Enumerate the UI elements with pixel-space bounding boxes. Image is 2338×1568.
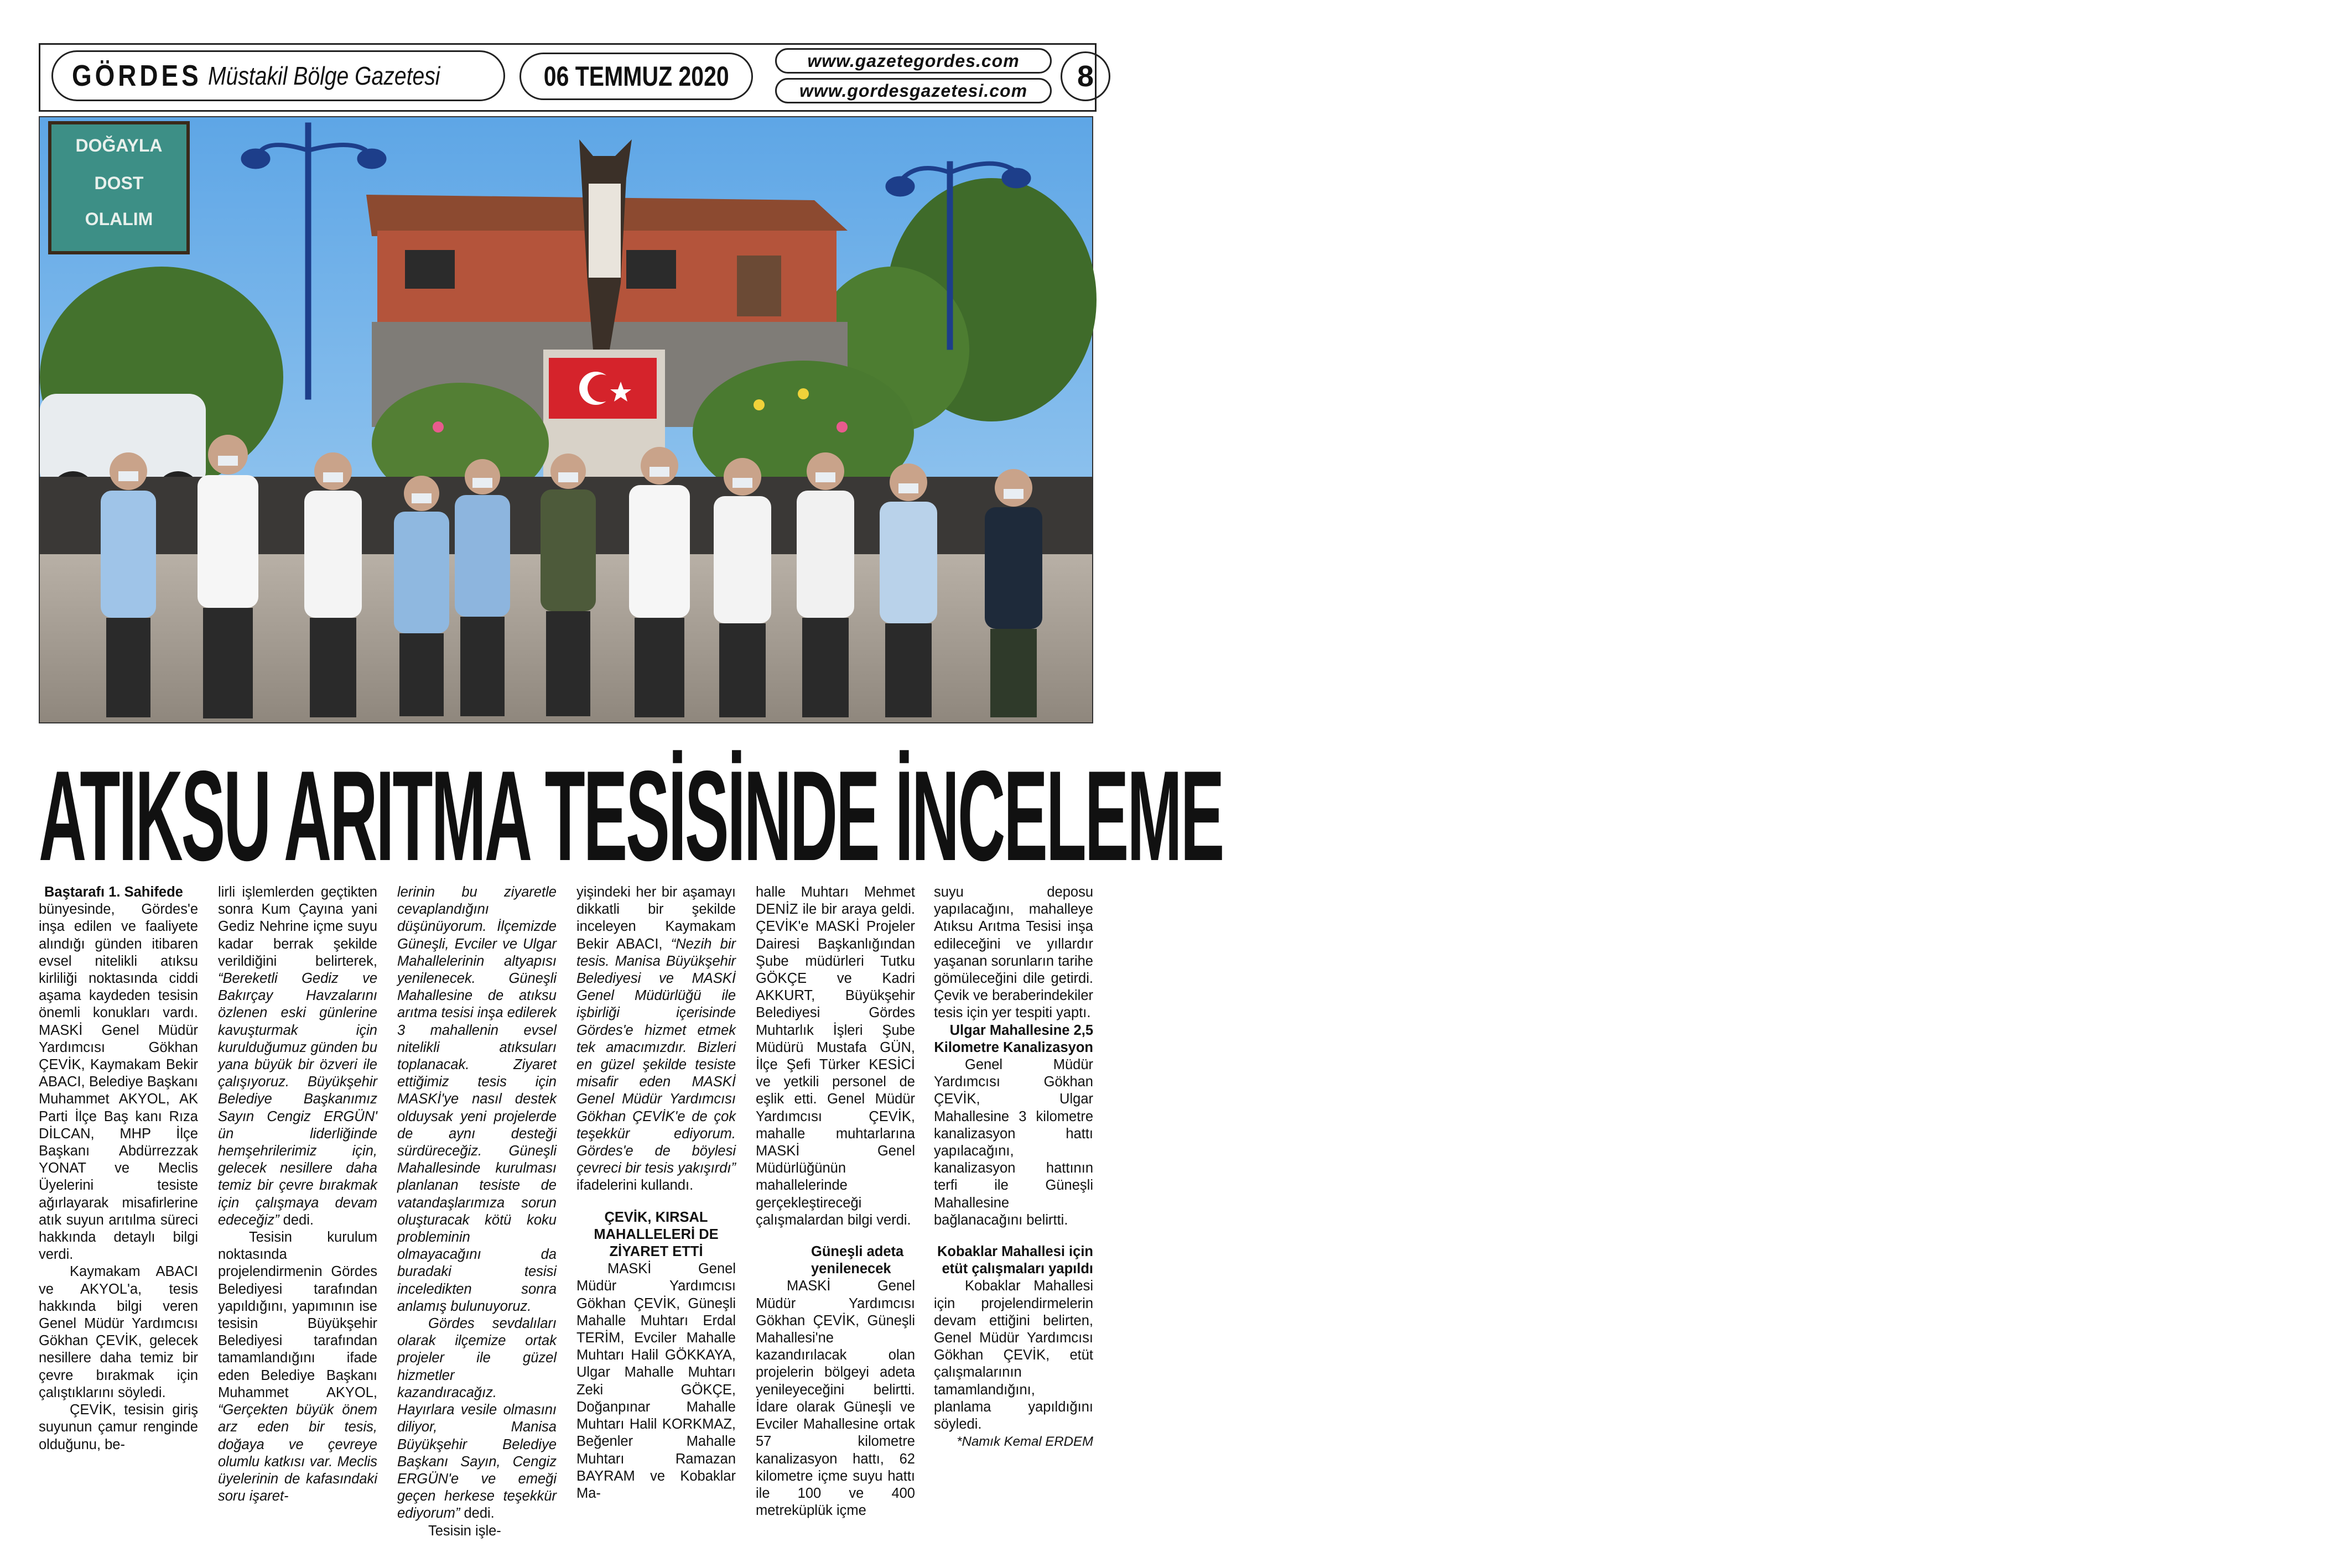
col4-paragraph-2: MASKİ Genel Müdür Yardımcısı Gökhan ÇEVİK, Güneşli Mahalle Muhtarı Erdal TERİM, Evciler Mahalle Muhtarı Halil GÖKKAYA, Ulgar Mahalle Muhtarı Zeki GÖKÇE, Doğanpınar Mahalle Muhtarı Halil KORKMAZ, Beğenler Mahalle Muhtarı Ramazan BAYRAM ve Kobaklar Ma- — [576, 1261, 736, 1501]
page-number — [1061, 51, 1110, 101]
article-column-2 — [218, 884, 377, 1505]
website-link-2-text: www.gordesgazetesi.com — [799, 80, 1028, 101]
col5-subheading: Güneşli adeta yenilenecek — [811, 1244, 904, 1277]
masthead — [39, 43, 1097, 112]
article-author: *Namık Kemal ERDEM — [957, 1434, 1093, 1450]
newspaper-brand — [51, 50, 505, 101]
col2-quote-2: “Gerçekten büyük önem arz eden bir tesis, doğaya ve çevreye olumlu katkısı var. Meclis üyelerinin de kafasındaki soru işaret- — [218, 1402, 377, 1504]
col6-paragraph-3: Kobaklar Mahallesi için projelendirmelerin devam ettiğini belirten, Genel Müdür Yardımcısı Gökhan ÇEVİK, etüt çalışmalarının tamamlandığını, planlama yapıldığını söyledi. — [934, 1278, 1093, 1432]
newspaper-name: GÖRDES — [72, 59, 202, 92]
col3-quote-2: Gördes sevdalıları olarak ilçemize ortak projeler ile güzel hizmetler kazandıracağız. Hayırlara vesile olmasını diliyor, Manisa Büyükşehir Belediye Başkanı Sayın, Cengiz ERGÜN'e ve emeği geçen herkese teşekkür ediyorum” — [397, 1316, 557, 1522]
col3-paragraph-1: lerinin bu ziyaretle cevaplandığını düşünüyorum. İlçemizde Güneşli, Evciler ve Ulgar Mahallelerinin altyapısı yenilenecek. Güneşli Mahallesine de atıksu arıtma tesisi inşa edilerek 3 mahallenin evsel nitelikli atıksuları toplanacak. Ziyaret ettiğimiz tesis için MASKİ'ye nasıl destek olduysak yeni projelerde de aynı desteği sürdüreceğiz. Güneşli Mahallesinde kurulması planlanan tesiste de vatandaşlarımıza sorun oluşturacak kötü koku probleminin olmayacağını da buradaki tesisi inceledikten sonra anlamış bulunuyoruz. — [397, 884, 557, 1314]
article-column-6 — [934, 884, 1093, 1451]
col1-paragraph-1: bünyesinde, Gördes'e inşa edilen ve faaliyete alındığı günden itibaren evsel nitelikli atıksu kirliliği noktasında ciddi aşama kaydeden tesisin önemli konukları vardı. MASKİ Genel Müdür Yardımcısı Gökhan ÇEVİK, Kaymakam Bekir ABACI, Belediye Başkanı Muhammet AKYOL, AK Parti İlçe Baş kanı Rıza DİLCAN, MHP İlçe Başkanı Abdürrezzak YONAT ve Meclis Üyelerini tesiste ağırlayarak misafirlerine atık suyun arıtılma süreci hakkında detaylı bilgi verdi. — [39, 902, 198, 1263]
news-photo — [39, 116, 1093, 723]
page-number-text: 8 — [1077, 60, 1094, 93]
col4-subheading: ÇEVİK, KIRSAL MAHALLELERİ DE ZİYARET ETTİ — [594, 1209, 719, 1260]
issue-date — [519, 53, 753, 100]
article-column-1 — [39, 884, 198, 1454]
article-column-4 — [576, 884, 736, 1502]
website-link-1-text: www.gazetegordes.com — [807, 50, 1020, 71]
group-photo-illustration — [40, 117, 1092, 722]
col3-paragraph-2 — [397, 1315, 557, 1522]
col6-paragraph-2: Genel Müdür Yardımcısı Gökhan ÇEVİK, Ulgar Mahallesine 3 kilometre kanalizasyon hattı yapılacağını, kanalizasyon hattının terfi ile Güneşli Mahallesine bağlanacağını belirtti. — [934, 1057, 1093, 1228]
col6-subheading-1: Ulgar Mahallesine 2,5 Kilometre Kanalizasyon — [934, 1022, 1093, 1055]
col5-paragraph-1: halle Muhtarı Mehmet DENİZ ile bir araya geldi. ÇEVİK'e MASKİ Projeler Dairesi Başkanlığından Şube müdürleri Tutku GÖKÇE ve Kadri AKKURT, Büyükşehir Belediyesi Gördes Muhtarlık İşleri Şube Müdürü Mustafa GÜN, İlçe Şefi Türker KESİCİ ve yetkili personel de eşlik etti. Genel Müdür Yardımcısı ÇEVİK, mahalle muhtarlarına MASKİ Genel Müdürlüğünün mahallelerinde gerçekleştireceği çalışmalardan bilgi verdi. — [756, 884, 915, 1228]
col3-paragraph-3: Tesisin işle- — [428, 1523, 501, 1539]
article-column-3 — [397, 884, 557, 1540]
website-link-2[interactable] — [775, 78, 1052, 103]
issue-date-text: 06 TEMMUZ 2020 — [543, 61, 729, 92]
sign-board — [50, 123, 188, 253]
col4-text-1-end: ifadelerini kullandı. — [576, 1178, 694, 1194]
col5-paragraph-2: MASKİ Genel Müdür Yardımcısı Gökhan ÇEVİK, Güneşli Mahallesi'ne kazandırılacak olan projelerin bölgeyi adeta yenileyeceğini belirtti. İdare olarak Güneşli ve Evciler Mahallesine ortak 57 kilometre kanalizasyon hattı, 62 kilometre içme suyu hattı ile 100 ve 400 metreküplük içme — [756, 1278, 915, 1519]
col1-paragraph-3: ÇEVİK, tesisin giriş suyunun çamur renginde olduğunu, be- — [39, 1402, 198, 1452]
sign-text-3: OLALIM — [85, 209, 153, 229]
col4-quote-1: “Nezih bir tesis. Manisa Büyükşehir Belediyesi ve MASKİ Genel Müdürlüğü ile işbirliği içerisinde Gördes'e hizmet etmek tek amacımızdır. Bizleri en güzel şekilde tesiste misafir eden MASKİ Genel Müdür Yardımcısı Gökhan ÇEVİK'e de çok teşekkür ediyorum. Gördes'e de böylesi çevreci bir tesis yakışırdı” — [576, 936, 736, 1176]
col2-text-2: Tesisin kurulum noktasında projelendirmenin Gördes Belediyesi tarafından yapıldığını, yapımının ise tesisin Büyükşehir Belediyesi tarafından tamamlandığını ifade eden Belediye Başkanı Muhammet AKYOL, — [218, 1230, 377, 1400]
people-group — [101, 435, 1042, 718]
article-headline — [39, 744, 1223, 888]
col3-text-2-end: dedi. — [464, 1506, 495, 1522]
col2-text-1: lirli işlemlerden geçtikten sonra Kum Çayına yani Gediz Nehrine içme suyu kadar berrak şekilde verildiğini belirterek, — [218, 884, 377, 969]
continued-from-kicker: Baştarafı 1. Sahifede — [44, 884, 183, 900]
col1-paragraph-2: Kaymakam ABACI ve AKYOL'a, tesis hakkında bilgi veren Genel Müdür Yardımcısı Gökhan ÇEVİK, gelecek nesillere daha temiz bir çevre bırakmak için çalıştıklarını söyledi. — [39, 1264, 198, 1400]
col2-paragraph-2 — [218, 1229, 377, 1505]
col6-paragraph-1: suyu deposu yapılacağını, mahalleye Atıksu Arıtma Tesisi inşa edileceğini ve yıllardır yaşanan sorunların tarihe gömüleceğini dile getirdi. Çevik ve beraberindekiler tesis için yer tespiti yaptı. — [934, 884, 1093, 1021]
col4-paragraph-1 — [576, 884, 736, 1195]
sign-text-1: DOĞAYLA — [75, 136, 163, 155]
article-headline-text: ATIKSU ARITMA TESİSİNDE İNCELEME — [39, 744, 1223, 888]
col2-quote-1: “Bereketli Gediz ve Bakırçay Havzalarını özlenen eski günlerine kavuşturmak için kurulduğumuz günden bu yana büyük bir özveri ile çalışıyoruz. Büyükşehir Belediye Başkanımız Sayın Cengiz ERGÜN' ün liderliğinde hemşehrilerimiz için, gelecek nesillere daha temiz bir çevre bırakmak için çalışmaya devam edeceğiz” — [218, 971, 377, 1228]
sign-text-2: DOST — [94, 173, 144, 193]
article-body — [39, 884, 1093, 1548]
article-column-5 — [756, 884, 915, 1519]
col2-paragraph-1 — [218, 884, 377, 1229]
col4-text-1: yişindeki her bir aşamayı dikkatli bir şekilde inceleyen Kaymakam Bekir ABACI, — [576, 884, 736, 952]
newspaper-subtitle: Müstakil Bölge Gazetesi — [208, 61, 440, 90]
col6-subheading-2: Kobaklar Mahallesi için etüt çalışmaları yapıldı — [937, 1244, 1093, 1277]
website-link-1[interactable] — [775, 48, 1052, 74]
col2-text-1-end: dedi. — [283, 1212, 314, 1228]
